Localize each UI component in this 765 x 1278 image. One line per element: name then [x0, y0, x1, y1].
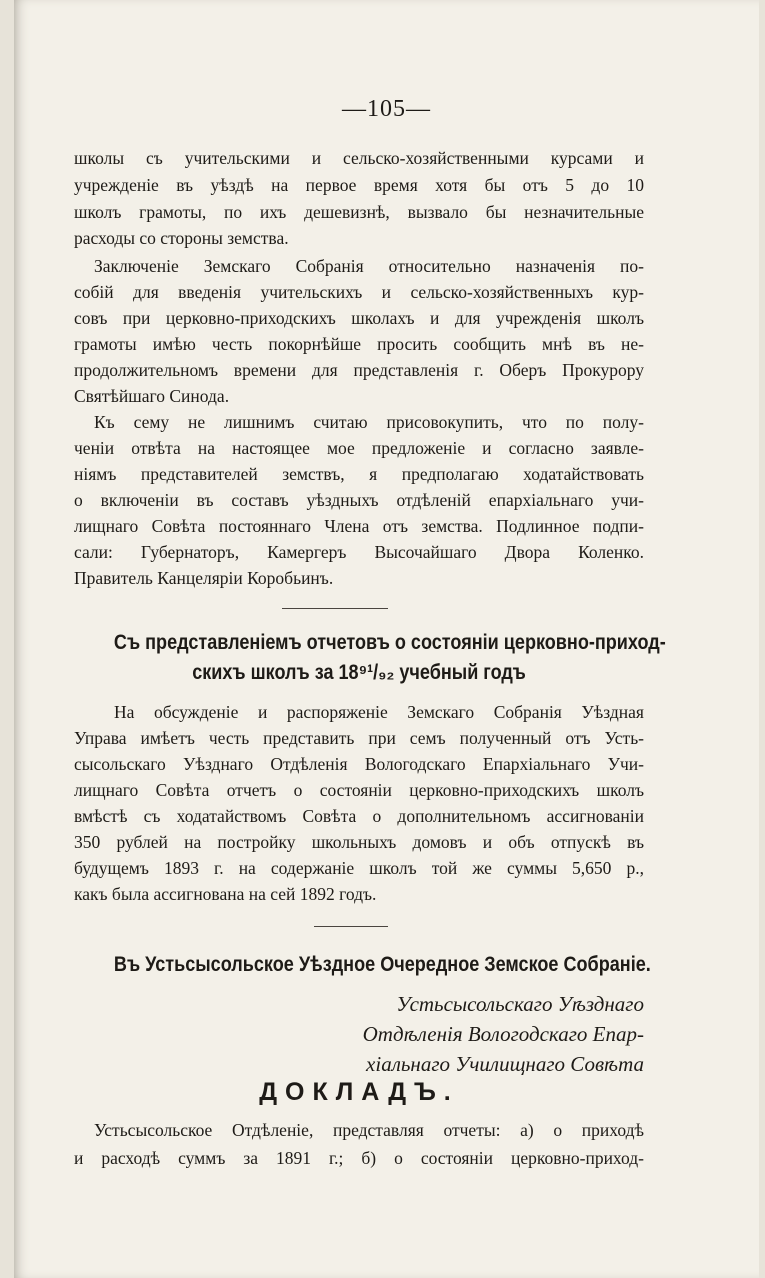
text-line: школы съ учительскими и сельско-хозяйственными курсами и	[74, 148, 644, 168]
text-line: расходы со стороны земства.	[74, 228, 289, 248]
text-line: совъ при церковно-приходскихъ школахъ и для учрежденія школъ	[74, 308, 644, 328]
section-divider	[282, 608, 388, 609]
text-line: сысольскаго Уѣзднаго Отдѣленія Вологодскаго Епархіальнаго Учи-	[74, 754, 644, 774]
text-line: ніямъ представителей земствъ, я предполагаю ходатайствовать	[74, 464, 644, 484]
text-line: будущемъ 1893 г. на содержаніе школъ той же суммы 5,650 р.,	[74, 858, 644, 878]
text-line: Къ сему не лишнимъ считаю присовокупить, что по полу-	[94, 412, 644, 432]
section-divider	[314, 926, 388, 927]
text-line: На обсужденіе и распоряженіе Земскаго Собранія Уѣздная	[114, 702, 644, 722]
text-line: Устьсысольское Отдѣленіе, представляя отчеты: а) о приходѣ	[94, 1120, 644, 1140]
text-line: Правитель Канцеляріи Коробьинъ.	[74, 568, 334, 588]
text-line: сали: Губернаторъ, Камергеръ Высочайшаго Двора Коленко.	[74, 542, 644, 562]
section-heading: скихъ школъ за 18⁹¹/₉₂ учебный годъ	[192, 661, 526, 684]
text-line: и расходѣ суммъ за 1891 г.; б) о состояніи церковно-приход-	[74, 1148, 644, 1168]
document-page	[14, 0, 759, 1278]
text-line: о включеніи въ составъ уѣздныхъ отдѣленій епархіальнаго учи-	[74, 490, 644, 510]
text-line: лищнаго Совѣта постояннаго Члена отъ земства. Подлинное подпи-	[74, 516, 644, 536]
text-line: учрежденіе въ уѣздѣ на первое время хотя бы отъ 5 до 10	[74, 175, 644, 195]
section-heading: Въ Устьсысольское Уѣздное Очередное Земское Собраніе.	[113, 953, 651, 976]
text-line: продолжительномъ времени для представленія г. Оберъ Прокурору	[74, 360, 644, 380]
text-line: 350 рублей на постройку школьныхъ домовъ и объ отпускѣ въ	[74, 832, 644, 852]
address-line: Отдѣленія Вологодскаго Епар-	[362, 1022, 644, 1046]
address-line: хіальнаго Училищнаго Совѣта	[366, 1052, 644, 1076]
text-line: какъ была ассигнована на сей 1892 годъ.	[74, 884, 377, 904]
text-line: лищнаго Совѣта отчетъ о состояніи церковно-приходскихъ школъ	[74, 780, 644, 800]
text-line: Святѣйшаго Синода.	[74, 386, 230, 406]
text-line: Заключеніе Земскаго Собранія относительно назначенія по-	[94, 256, 644, 276]
page-number: —105—	[342, 96, 431, 122]
text-line: Управа имѣетъ честь представить при семъ полученный отъ Усть-	[74, 728, 644, 748]
text-line: вмѣстѣ съ ходатайствомъ Совѣта о дополнительномъ ассигнованіи	[74, 806, 644, 826]
address-line: Устьсысольскаго Уѣзднаго	[396, 992, 644, 1016]
report-title: ДОКЛАДЪ.	[259, 1078, 459, 1106]
text-line: ченіи отвѣта на настоящее мое предложеніе и согласно заявле-	[74, 438, 644, 458]
text-line: школъ грамоты, по ихъ дешевизнѣ, вызвало бы незначительные	[74, 202, 644, 222]
text-line: грамоты имѣю честь покорнѣйше просить сообщить мнѣ въ не-	[74, 334, 644, 354]
text-line: собій для введенія учительскихъ и сельско-хозяйственныхъ кур-	[74, 282, 644, 302]
section-heading: Съ представленіемъ отчетовъ о состояніи церковно-приход-	[113, 631, 666, 654]
